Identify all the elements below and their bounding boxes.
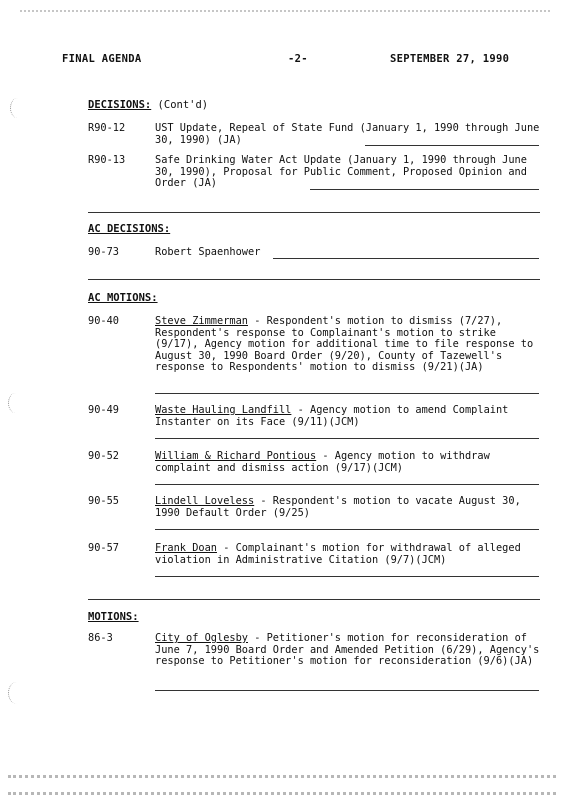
docket-number: R90-13 — [88, 154, 126, 166]
docket-number: 90-49 — [88, 404, 119, 416]
item-text: UST Update, Repeal of State Fund (January 1, 1990 through June 30, 1990) (JA) — [155, 122, 540, 146]
case-name: Waste Hauling Landfill — [155, 404, 292, 416]
section-divider — [88, 599, 540, 600]
item-text — [155, 316, 543, 374]
motions-heading — [88, 611, 139, 623]
list-item — [88, 123, 543, 147]
list-item — [88, 496, 543, 522]
list-item — [88, 633, 543, 683]
case-description: - Respondent's motion to vacate August 30, 1990 Default Order (9/25) — [155, 495, 521, 519]
decisions-heading-label: DECISIONS: — [88, 99, 152, 111]
item-text — [155, 451, 543, 474]
docket-number: 90-57 — [88, 542, 119, 554]
motions-heading-label: MOTIONS: — [88, 611, 139, 623]
case-description: - Complainant's motion for withdrawal of alleged violation in Administrative Citation (9/7)(JCM) — [155, 542, 521, 566]
scan-noise-top — [20, 10, 550, 18]
case-name: Frank Doan — [155, 542, 217, 554]
header-date: SEPTEMBER 27, 1990 — [390, 53, 510, 65]
case-name: City of Oglesby — [155, 632, 248, 644]
punch-hole-top — [10, 98, 25, 118]
case-name: William & Richard Pontious — [155, 450, 317, 462]
signature-line — [155, 690, 539, 691]
item-text — [155, 496, 543, 519]
section-divider — [88, 212, 540, 213]
signature-line — [273, 258, 539, 259]
signature-line — [365, 145, 539, 146]
item-text — [155, 633, 543, 668]
header-left: FINAL AGENDA — [62, 53, 142, 65]
list-item — [88, 405, 543, 431]
item-text — [155, 405, 543, 428]
signature-line — [155, 576, 539, 577]
docket-number: 86-3 — [88, 632, 113, 644]
signature-line — [310, 189, 539, 190]
case-name: Steve Zimmerman — [155, 315, 248, 327]
signature-line — [155, 529, 539, 530]
item-text: Safe Drinking Water Act Update (January 1, 1990 through June 30, 1990), Proposal for Public Comment, Proposed Opinion and Order (JA) — [155, 154, 527, 189]
case-description: - Respondent's motion to dismiss (7/27), Respondent's response to Complainant's motion to strike (9/17), Agency motion for additional time to file response to August 30, 1990 Board Order (9/20), County of Tazewell's response to Respondents' motion to dismiss (9/21)(JA) — [155, 315, 534, 373]
case-name: Lindell Loveless — [155, 495, 255, 507]
list-item — [88, 451, 543, 477]
ac-motions-heading-label: AC MOTIONS: — [88, 292, 158, 304]
docket-number: 90-55 — [88, 495, 119, 507]
punch-hole-middle — [8, 393, 23, 413]
item-text — [155, 543, 543, 566]
signature-line — [155, 393, 539, 394]
decisions-contd: (Cont'd) — [157, 99, 209, 111]
punch-hole-bottom — [8, 682, 25, 704]
case-description: - Agency motion to withdraw complaint and dismiss action (9/17)(JCM) — [155, 450, 490, 474]
docket-number: R90-12 — [88, 122, 126, 134]
signature-line — [155, 438, 539, 439]
ac-motions-heading — [88, 292, 158, 304]
section-divider — [88, 279, 540, 280]
case-description: - Petitioner's motion for reconsideration of June 7, 1990 Board Order and Amended Petition (6/29), Agency's response to Petitioner's motion for reconsideration (9/6)(JA) — [155, 632, 540, 667]
docket-number: 90-40 — [88, 315, 119, 327]
list-item — [88, 316, 543, 386]
item-text: Robert Spaenhower — [155, 246, 261, 258]
decisions-heading — [88, 99, 208, 111]
signature-line — [155, 484, 539, 485]
list-item — [88, 155, 543, 191]
scan-noise-bottom — [8, 775, 556, 795]
docket-number: 90-52 — [88, 450, 119, 462]
case-description: - Agency motion to amend Complaint Instanter on its Face (9/11)(JCM) — [155, 404, 509, 428]
ac-decisions-heading — [88, 223, 170, 235]
list-item — [88, 543, 543, 569]
ac-decisions-heading-label: AC DECISIONS: — [88, 223, 171, 235]
page-number: -2- — [288, 53, 308, 65]
docket-number: 90-73 — [88, 246, 119, 258]
